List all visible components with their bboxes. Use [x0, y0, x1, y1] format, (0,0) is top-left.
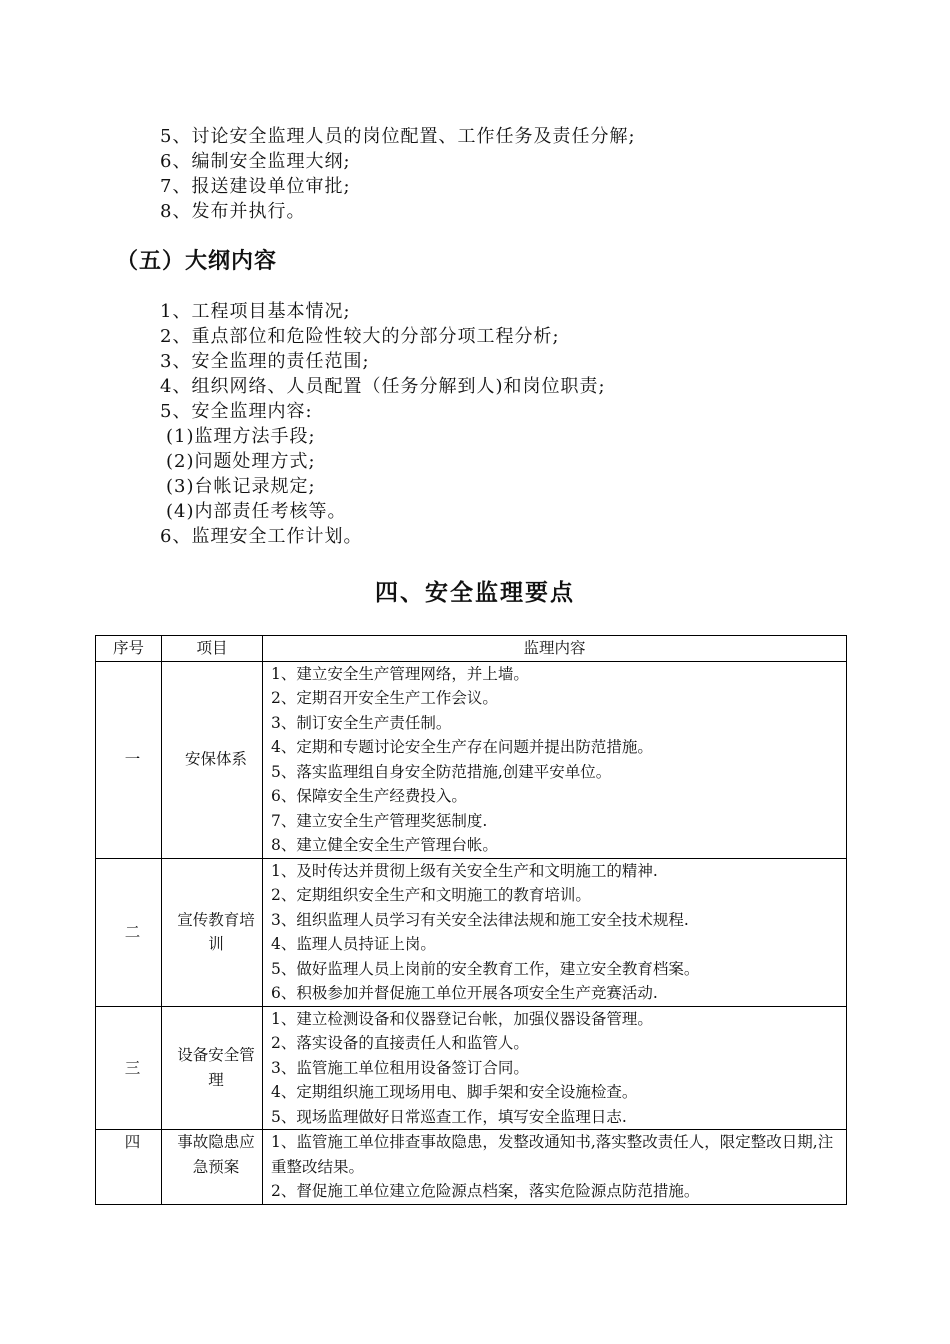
list-item: 7、报送建设单位审批;	[160, 176, 351, 197]
section-heading: （五）大纲内容	[116, 249, 278, 274]
row-item: 设备安全管理	[162, 1006, 263, 1130]
row-item: 宣传教育培训	[162, 858, 263, 1006]
content-line: 1、建立安全生产管理网络，并上墙。	[271, 664, 529, 683]
content-line: 3、组织监理人员学习有关安全法律法规和施工安全技术规程.	[271, 910, 689, 929]
steps-list	[160, 124, 636, 224]
content-line: 1、及时传达并贯彻上级有关安全生产和文明施工的精神.	[271, 861, 658, 880]
outline-list	[160, 299, 606, 549]
table-row	[96, 661, 847, 858]
list-item: 3、安全监理的责任范围;	[160, 351, 370, 372]
table-row	[96, 1006, 847, 1130]
content-line: 3、监管施工单位租用设备签订合同。	[271, 1058, 529, 1077]
content-line: 4、监理人员持证上岗。	[271, 935, 436, 953]
row-number: 三	[96, 1006, 162, 1130]
row-item: 事故隐患应急预案	[162, 1130, 263, 1205]
list-subitem: (3)台帐记录规定;	[166, 476, 316, 497]
row-content	[263, 661, 847, 858]
content-line: 4、定期组织施工现场用电、脚手架和安全设施检查。	[271, 1083, 638, 1101]
row-number: 二	[96, 858, 162, 1006]
content-line: 6、保障安全生产经费投入。	[271, 787, 467, 805]
content-line: 1、监管施工单位排查事故隐患，发整改通知书,落实整改责任人，限定整改日期,注重整改结果。	[271, 1133, 834, 1176]
content-line: 4、定期和专题讨论安全生产存在问题并提出防范措施。	[271, 738, 653, 756]
content-line: 5、落实监理组自身安全防范措施,创建平安单位。	[271, 762, 612, 781]
content-line: 2、督促施工单位建立危险源点档案，落实危险源点防范措施。	[271, 1182, 700, 1200]
content-line: 8、建立健全安全生产管理台帐。	[271, 836, 498, 854]
content-line: 1、建立检测设备和仪器登记台帐，加强仪器设备管理。	[271, 1009, 653, 1028]
list-item: 5、安全监理内容:	[160, 401, 313, 422]
row-content	[263, 1130, 847, 1205]
list-item: 5、讨论安全监理人员的岗位配置、工作任务及责任分解;	[160, 126, 636, 147]
content-line: 5、现场监理做好日常巡查工作，填写安全监理日志.	[271, 1107, 627, 1126]
row-number: 四	[96, 1130, 162, 1205]
column-header-content: 监理内容	[263, 636, 847, 662]
list-subitem: (4)内部责任考核等。	[166, 501, 347, 522]
content-line: 6、积极参加并督促施工单位开展各项安全生产竞赛活动.	[271, 984, 658, 1002]
content-line: 2、定期组织安全生产和文明施工的教育培训。	[271, 886, 591, 904]
chapter-title: 四、安全监理要点	[375, 580, 575, 606]
content-line: 2、落实设备的直接责任人和监管人。	[271, 1034, 529, 1052]
row-content	[263, 858, 847, 1006]
content-line: 3、制订安全生产责任制。	[271, 713, 452, 732]
row-item: 安保体系	[162, 661, 263, 858]
safety-points-table	[95, 635, 847, 1205]
list-item: 2、重点部位和危险性较大的分部分项工程分析;	[160, 326, 560, 347]
list-item: 8、发布并执行。	[160, 201, 306, 222]
content-line: 5、做好监理人员上岗前的安全教育工作，建立安全教育档案。	[271, 959, 700, 978]
table-row	[96, 1130, 847, 1205]
list-subitem: (2)问题处理方式;	[166, 451, 316, 472]
list-subitem: (1)监理方法手段;	[166, 426, 316, 447]
row-content	[263, 1006, 847, 1130]
row-number: 一	[96, 661, 162, 858]
list-item: 1、工程项目基本情况;	[160, 301, 351, 322]
column-header-no: 序号	[96, 636, 162, 662]
content-line: 7、建立安全生产管理奖惩制度.	[271, 811, 488, 830]
list-item: 6、监理安全工作计划。	[160, 526, 363, 547]
list-item: 4、组织网络、人员配置（任务分解到人)和岗位职责;	[160, 376, 606, 397]
table-row	[96, 858, 847, 1006]
table-header-row	[96, 636, 847, 662]
content-line: 2、定期召开安全生产工作会议。	[271, 689, 498, 707]
column-header-item: 项目	[162, 636, 263, 662]
list-item: 6、编制安全监理大纲;	[160, 151, 351, 172]
